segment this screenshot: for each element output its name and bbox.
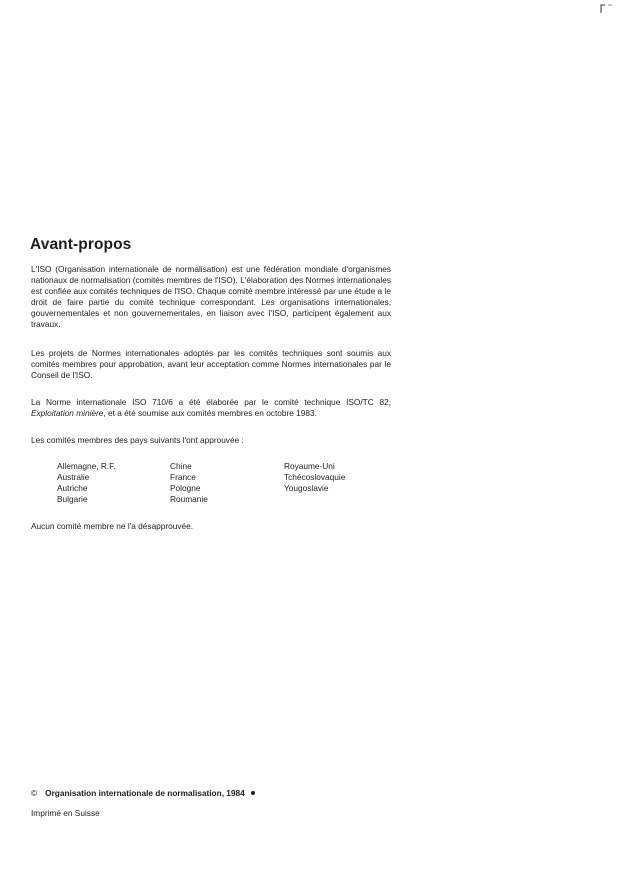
copyright-symbol: © [31,788,38,798]
country-item: Yougoslavie [284,483,329,493]
standard-text-part2: , et a été soumise aux comités membres en octobre 1983. [103,408,317,418]
copyright-text: Organisation internationale de normalisation, 1984 [45,788,245,798]
country-item: Tchécoslovaquie [284,472,346,482]
approved-intro-paragraph: Les comités membres des pays suivants l'ont approuvée : [31,435,244,445]
countries-column-1 [57,461,116,505]
disapproved-paragraph: Aucun comité membre ne l'a désapprouvée. [31,521,194,531]
printed-in-note: Imprimé en Suisse [31,808,100,818]
country-item: Roumanie [170,494,208,504]
countries-column-3 [284,461,345,494]
country-item: Autriche [57,483,88,493]
approval-paragraph: Les projets de Normes internationales adoptés par les comités techniques sont soumis aux comités membres pour approbation, avant leur acceptation comme Normes internationales par le Conseil de l'ISO. [31,348,391,380]
standard-text-part1: La Norme internationale ISO 710/6 a été élaborée par le comité technique ISO/TC 82, [31,397,391,407]
country-item: Pologne [170,483,201,493]
copyright-line [31,788,255,799]
intro-paragraph: L'ISO (Organisation internationale de normalisation) est une fédération mondiale d'organismes nationaux de normalisation (comités membres de l'ISO). L'élaboration des Normes internationales est confiée aux comités techniques de l'ISO. Chaque comité membre intéressé par une étude a le droit de faire partie du comité technique correspondant. Les organisations internationales, gouvernementales et non gouvernementales, en liaison avec l'ISO, participent également aux travaux. [31,264,391,329]
committee-title: Exploitation minière [31,408,104,418]
corner-crop-mark [599,4,613,14]
page-heading: Avant-propos [30,236,132,253]
standard-paragraph [31,397,391,419]
country-item: Royaume-Uni [284,461,335,471]
country-item: Bulgarie [57,494,88,504]
country-item: Allemagne, R.F. [57,461,116,471]
country-item: Australie [57,472,90,482]
country-item: Chine [170,461,192,471]
countries-column-2 [170,461,208,505]
country-item: France [170,472,196,482]
bullet-icon [251,791,255,795]
